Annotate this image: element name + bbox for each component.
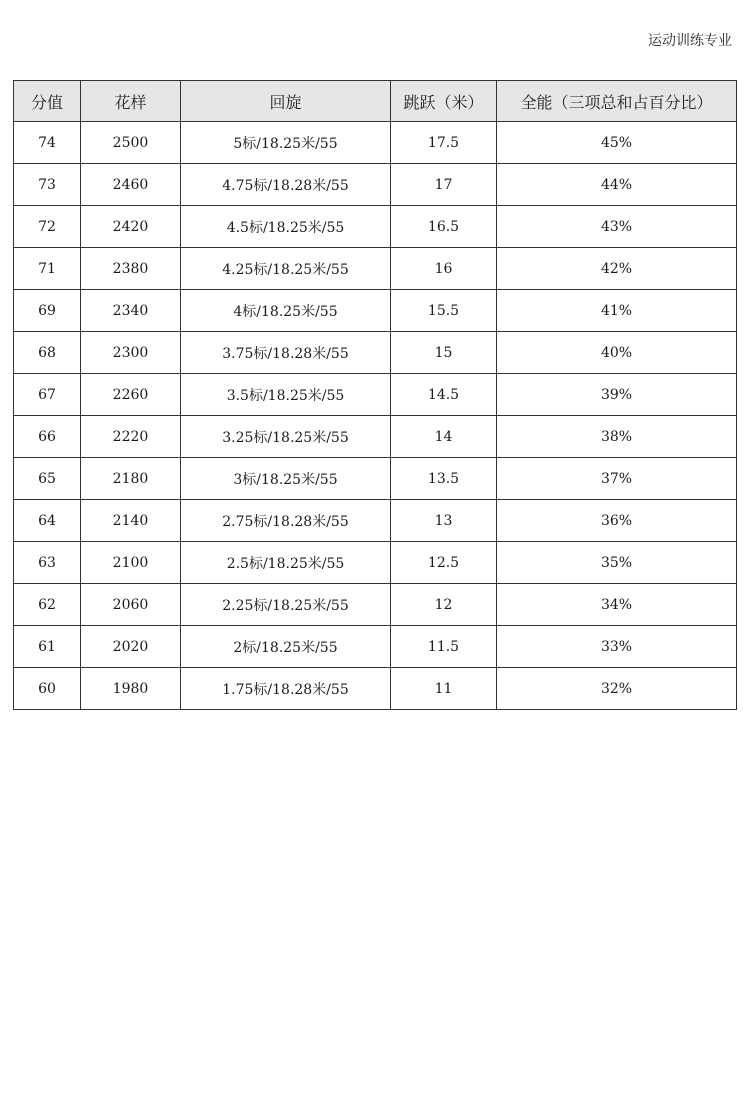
cell-score: 67	[14, 374, 81, 416]
column-header-jump: 跳跃（米）	[391, 81, 497, 122]
cell-spin: 3.75标/18.28米/55	[181, 332, 391, 374]
cell-pattern: 2340	[81, 290, 181, 332]
table-row	[14, 122, 737, 164]
cell-score: 68	[14, 332, 81, 374]
table-row	[14, 668, 737, 710]
table-header	[14, 81, 737, 122]
cell-all-round: 38%	[497, 416, 737, 458]
cell-score: 74	[14, 122, 81, 164]
table-row	[14, 290, 737, 332]
cell-all-round: 37%	[497, 458, 737, 500]
cell-jump: 11.5	[391, 626, 497, 668]
cell-spin: 2.25标/18.25米/55	[181, 584, 391, 626]
table-row	[14, 458, 737, 500]
cell-score: 62	[14, 584, 81, 626]
cell-all-round: 45%	[497, 122, 737, 164]
cell-all-round: 35%	[497, 542, 737, 584]
cell-jump: 16.5	[391, 206, 497, 248]
table-row	[14, 248, 737, 290]
cell-pattern: 2180	[81, 458, 181, 500]
cell-jump: 12.5	[391, 542, 497, 584]
cell-pattern: 2380	[81, 248, 181, 290]
cell-all-round: 42%	[497, 248, 737, 290]
column-header-score: 分值	[14, 81, 81, 122]
cell-pattern: 2460	[81, 164, 181, 206]
cell-spin: 5标/18.25米/55	[181, 122, 391, 164]
cell-spin: 4.75标/18.28米/55	[181, 164, 391, 206]
cell-jump: 17.5	[391, 122, 497, 164]
cell-spin: 4.25标/18.25米/55	[181, 248, 391, 290]
cell-jump: 13.5	[391, 458, 497, 500]
cell-jump: 14.5	[391, 374, 497, 416]
cell-jump: 14	[391, 416, 497, 458]
cell-jump: 12	[391, 584, 497, 626]
cell-all-round: 44%	[497, 164, 737, 206]
cell-spin: 2.5标/18.25米/55	[181, 542, 391, 584]
cell-score: 69	[14, 290, 81, 332]
cell-score: 60	[14, 668, 81, 710]
cell-jump: 15.5	[391, 290, 497, 332]
cell-pattern: 2300	[81, 332, 181, 374]
cell-pattern: 2140	[81, 500, 181, 542]
cell-jump: 17	[391, 164, 497, 206]
cell-spin: 2.75标/18.28米/55	[181, 500, 391, 542]
column-header-all-round: 全能（三项总和占百分比）	[497, 81, 737, 122]
cell-spin: 4标/18.25米/55	[181, 290, 391, 332]
table-row	[14, 374, 737, 416]
cell-score: 64	[14, 500, 81, 542]
cell-all-round: 40%	[497, 332, 737, 374]
table-row	[14, 332, 737, 374]
page-header: 运动训练专业	[648, 33, 732, 49]
cell-score: 73	[14, 164, 81, 206]
cell-all-round: 39%	[497, 374, 737, 416]
table-row	[14, 626, 737, 668]
cell-pattern: 2260	[81, 374, 181, 416]
table-body	[14, 122, 737, 710]
cell-pattern: 1980	[81, 668, 181, 710]
table-row	[14, 164, 737, 206]
table-row	[14, 542, 737, 584]
table-row	[14, 416, 737, 458]
cell-pattern: 2060	[81, 584, 181, 626]
cell-pattern: 2100	[81, 542, 181, 584]
cell-pattern: 2500	[81, 122, 181, 164]
cell-spin: 3.25标/18.25米/55	[181, 416, 391, 458]
table-row	[14, 206, 737, 248]
cell-score: 61	[14, 626, 81, 668]
cell-score: 71	[14, 248, 81, 290]
cell-spin: 1.75标/18.28米/55	[181, 668, 391, 710]
column-header-pattern: 花样	[81, 81, 181, 122]
cell-spin: 4.5标/18.25米/55	[181, 206, 391, 248]
cell-all-round: 32%	[497, 668, 737, 710]
cell-spin: 2标/18.25米/55	[181, 626, 391, 668]
cell-pattern: 2420	[81, 206, 181, 248]
cell-jump: 11	[391, 668, 497, 710]
cell-spin: 3.5标/18.25米/55	[181, 374, 391, 416]
cell-score: 63	[14, 542, 81, 584]
table-row	[14, 500, 737, 542]
cell-spin: 3标/18.25米/55	[181, 458, 391, 500]
cell-score: 66	[14, 416, 81, 458]
cell-all-round: 41%	[497, 290, 737, 332]
column-header-spin: 回旋	[181, 81, 391, 122]
cell-jump: 13	[391, 500, 497, 542]
cell-pattern: 2020	[81, 626, 181, 668]
table-row	[14, 584, 737, 626]
header-row	[14, 81, 737, 122]
cell-all-round: 33%	[497, 626, 737, 668]
cell-pattern: 2220	[81, 416, 181, 458]
cell-jump: 16	[391, 248, 497, 290]
cell-score: 65	[14, 458, 81, 500]
cell-score: 72	[14, 206, 81, 248]
score-table	[13, 80, 737, 710]
cell-all-round: 43%	[497, 206, 737, 248]
cell-all-round: 36%	[497, 500, 737, 542]
cell-all-round: 34%	[497, 584, 737, 626]
cell-jump: 15	[391, 332, 497, 374]
